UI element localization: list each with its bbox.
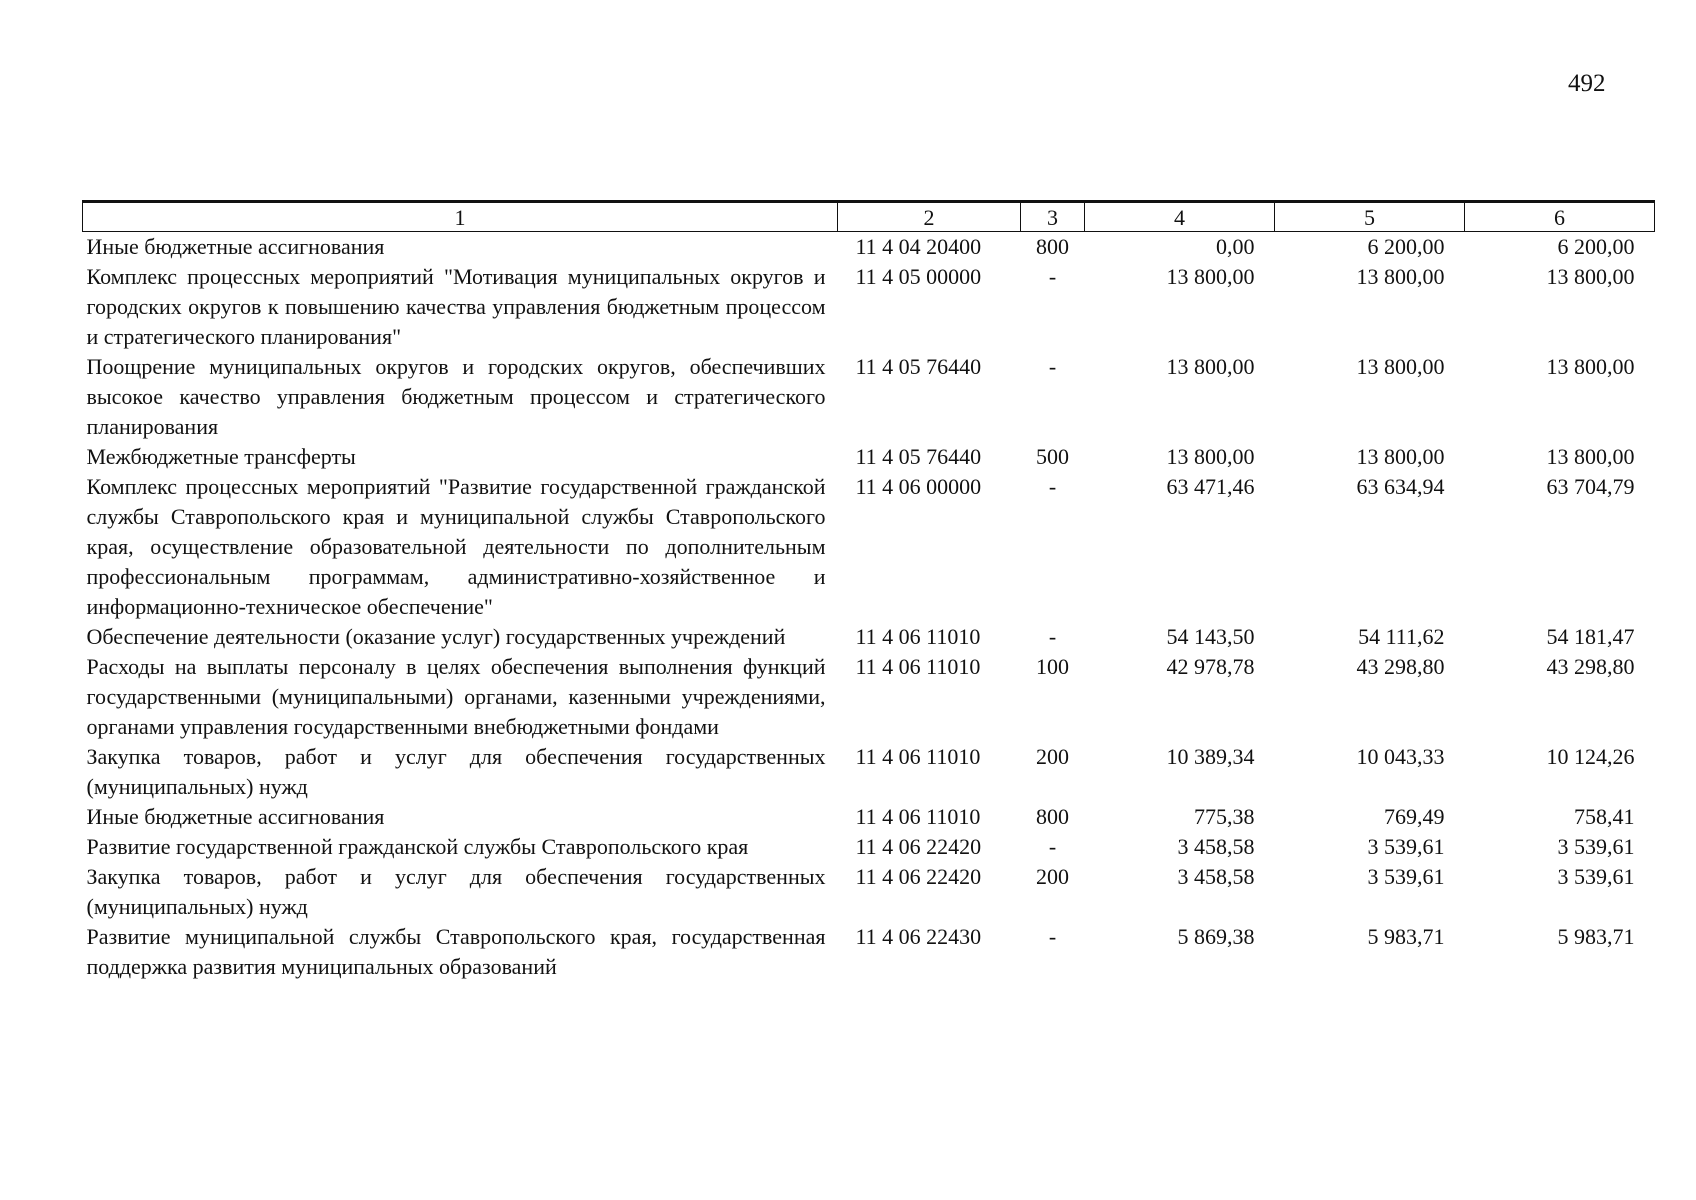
row-value-col4: 63 471,46 (1166, 474, 1255, 499)
row-value-col4: 42 978,78 (1166, 654, 1255, 679)
table-row (83, 442, 1655, 472)
row-expense-type: - (1048, 834, 1057, 859)
row-expense-type: - (1048, 624, 1057, 649)
row-name: Поощрение муниципальных округов и городских округов, обеспечивших высокое качество управления бюджетным процессом и стратегического планирования (86, 354, 826, 439)
row-code: 11 4 05 00000 (855, 264, 982, 289)
row-expense-type: 200 (1036, 864, 1069, 889)
row-name: Комплекс процессных мероприятий "Мотивация муниципальных округов и городских округов к повышению качества управления бюджетным процессом и стратегического планирования" (86, 264, 826, 349)
row-code: 11 4 06 22420 (855, 864, 982, 889)
row-code: 11 4 04 20400 (855, 234, 982, 259)
row-value-col4: 54 143,50 (1166, 624, 1255, 649)
row-value-col5: 13 800,00 (1356, 264, 1445, 289)
row-name: Иные бюджетные ассигнования (86, 234, 385, 259)
table-row (83, 232, 1655, 263)
row-value-col4: 775,38 (1194, 804, 1255, 829)
row-code: 11 4 05 76440 (855, 354, 982, 379)
row-value-col4: 3 458,58 (1177, 864, 1255, 889)
row-value-col5: 769,49 (1384, 804, 1445, 829)
row-expense-type: - (1048, 354, 1057, 379)
row-code: 11 4 06 00000 (855, 474, 982, 499)
row-value-col6: 54 181,47 (1546, 624, 1635, 649)
row-value-col6: 63 704,79 (1546, 474, 1635, 499)
header-col-5: 5 (1275, 202, 1465, 232)
row-name: Развитие государственной гражданской службы Ставропольского края (86, 834, 749, 859)
row-code: 11 4 06 22430 (855, 924, 982, 949)
header-col-1: 1 (83, 202, 838, 232)
row-value-col5: 13 800,00 (1356, 354, 1445, 379)
row-value-col6: 3 539,61 (1557, 864, 1635, 889)
row-code: 11 4 06 11010 (855, 654, 981, 679)
row-value-col5: 54 111,62 (1358, 624, 1445, 649)
header-col-2: 2 (838, 202, 1021, 232)
row-expense-type: - (1048, 924, 1057, 949)
row-value-col5: 5 983,71 (1367, 924, 1445, 949)
row-value-col4: 3 458,58 (1177, 834, 1255, 859)
table-row (83, 622, 1655, 652)
row-code: 11 4 06 11010 (855, 624, 981, 649)
header-col-6: 6 (1465, 202, 1655, 232)
row-value-col4: 13 800,00 (1166, 264, 1255, 289)
header-col-4: 4 (1085, 202, 1275, 232)
row-code: 11 4 06 11010 (855, 804, 981, 829)
row-expense-type: - (1048, 264, 1057, 289)
row-value-col6: 758,41 (1574, 804, 1635, 829)
row-code: 11 4 06 11010 (855, 744, 981, 769)
table-row (83, 832, 1655, 862)
row-value-col5: 13 800,00 (1356, 444, 1445, 469)
row-code: 11 4 06 22420 (855, 834, 982, 859)
row-name: Расходы на выплаты персоналу в целях обеспечения выполнения функций государственными (муниципальными) органами, казенными учреждениями, органами управления государственными внебюджетными фондами (86, 654, 826, 739)
page-number: 492 (1568, 70, 1606, 97)
budget-table (82, 200, 1655, 982)
row-value-col6: 43 298,80 (1546, 654, 1635, 679)
row-name: Комплекс процессных мероприятий "Развитие государственной гражданской службы Ставропольского края и муниципальной службы Ставропольского края, осуществление образовательной деятельности по дополнительным профессиональным программам, административно-хозяйственное и информационно-техническое обеспечение" (86, 474, 826, 619)
row-name: Иные бюджетные ассигнования (86, 804, 385, 829)
row-value-col6: 6 200,00 (1557, 234, 1635, 259)
row-code: 11 4 05 76440 (855, 444, 982, 469)
row-value-col6: 13 800,00 (1546, 354, 1635, 379)
row-value-col6: 3 539,61 (1557, 834, 1635, 859)
row-value-col5: 63 634,94 (1356, 474, 1445, 499)
row-value-col5: 43 298,80 (1356, 654, 1445, 679)
table-row (83, 472, 1655, 622)
table-row (83, 262, 1655, 352)
row-value-col5: 3 539,61 (1367, 864, 1445, 889)
table-row (83, 802, 1655, 832)
row-value-col4: 0,00 (1216, 234, 1255, 259)
table-row (83, 652, 1655, 742)
row-expense-type: 500 (1036, 444, 1069, 469)
row-value-col6: 13 800,00 (1546, 264, 1635, 289)
row-value-col4: 5 869,38 (1177, 924, 1255, 949)
row-expense-type: 800 (1036, 234, 1069, 259)
row-name: Закупка товаров, работ и услуг для обеспечения государственных (муниципальных) нужд (86, 744, 826, 799)
table-row (83, 352, 1655, 442)
row-name: Развитие муниципальной службы Ставропольского края, государственная поддержка развития муниципальных образований (86, 924, 826, 979)
row-value-col4: 13 800,00 (1166, 444, 1255, 469)
row-value-col5: 10 043,33 (1356, 744, 1445, 769)
row-expense-type: - (1048, 474, 1057, 499)
row-value-col4: 13 800,00 (1166, 354, 1255, 379)
row-value-col6: 5 983,71 (1557, 924, 1635, 949)
row-expense-type: 800 (1036, 804, 1069, 829)
row-expense-type: 100 (1036, 654, 1069, 679)
row-name: Межбюджетные трансферты (86, 444, 356, 469)
row-name: Закупка товаров, работ и услуг для обеспечения государственных (муниципальных) нужд (86, 864, 826, 919)
table-row (83, 922, 1655, 982)
header-col-3: 3 (1021, 202, 1085, 232)
table-row (83, 742, 1655, 802)
table-header-row (83, 202, 1655, 232)
row-value-col4: 10 389,34 (1166, 744, 1255, 769)
row-value-col5: 6 200,00 (1367, 234, 1445, 259)
row-value-col6: 13 800,00 (1546, 444, 1635, 469)
table-row (83, 862, 1655, 922)
row-value-col6: 10 124,26 (1546, 744, 1635, 769)
row-expense-type: 200 (1036, 744, 1069, 769)
row-name: Обеспечение деятельности (оказание услуг) государственных учреждений (86, 624, 786, 649)
row-value-col5: 3 539,61 (1367, 834, 1445, 859)
